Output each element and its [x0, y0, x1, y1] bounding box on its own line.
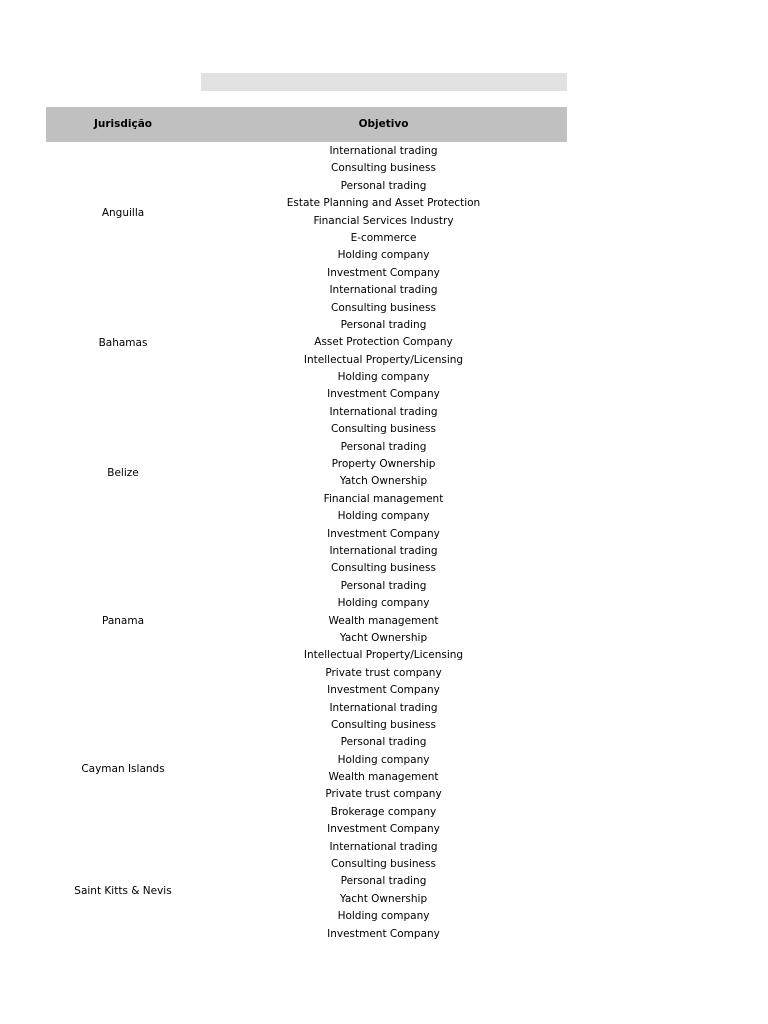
objective-item: Holding company: [337, 249, 430, 262]
jurisdiction-cell: Belize: [107, 467, 139, 480]
objectives-list: [200, 839, 567, 943]
jurisdiction-group: [46, 543, 567, 700]
objective-item: International trading: [329, 701, 438, 714]
objective-item: Financial Services Industry: [313, 214, 454, 227]
objective-item: Yacht Ownership: [339, 892, 428, 905]
objectives-list: [200, 404, 567, 543]
objective-item: Estate Planning and Asset Protection: [286, 197, 481, 210]
objective-item: Holding company: [337, 910, 430, 923]
header-objetivo: Objetivo: [358, 118, 409, 130]
objective-item: Consulting business: [331, 858, 436, 871]
objective-item: Private trust company: [325, 788, 442, 801]
jurisdiction-cell: Bahamas: [98, 336, 148, 349]
objective-item: International trading: [329, 840, 438, 853]
objective-item: Wealth management: [328, 614, 439, 627]
objective-item: Financial management: [323, 492, 444, 505]
objective-item: International trading: [329, 405, 438, 418]
objective-item: Investment Company: [327, 266, 440, 279]
objective-item: Property Ownership: [331, 458, 436, 471]
objectives-list: [200, 700, 567, 839]
jurisdiction-group: [46, 700, 567, 839]
objective-item: Investment Company: [327, 823, 440, 836]
header-jurisdicao: Jurisdição: [93, 118, 153, 130]
jurisdiction-cell: Saint Kitts & Nevis: [74, 884, 172, 897]
objective-item: Wealth management: [328, 771, 439, 784]
objective-item: Consulting business: [331, 562, 436, 575]
objective-item: Personal trading: [340, 179, 427, 192]
objective-item: Personal trading: [340, 579, 427, 592]
objective-item: Private trust company: [325, 666, 442, 679]
objective-item: Investment Company: [327, 684, 440, 697]
objective-item: E-commerce: [350, 231, 417, 244]
jurisdiction-group: [46, 143, 567, 282]
objective-item: Intellectual Property/Licensing: [303, 649, 464, 662]
objective-item: Yatch Ownership: [339, 475, 428, 488]
jurisdiction-cell: Panama: [101, 615, 145, 628]
objective-item: Holding company: [337, 597, 430, 610]
jurisdiction-group: [46, 839, 567, 943]
table-header-row: [46, 107, 567, 142]
objective-item: Consulting business: [331, 301, 436, 314]
objective-item: Investment Company: [327, 527, 440, 540]
jurisdiction-cell: Anguilla: [101, 206, 145, 219]
objective-item: Personal trading: [340, 440, 427, 453]
objective-item: Personal trading: [340, 736, 427, 749]
objectives-list: [200, 543, 567, 700]
objective-item: Investment Company: [327, 927, 440, 940]
jurisdiction-group: [46, 282, 567, 404]
objectives-list: [200, 143, 567, 282]
objective-item: Personal trading: [340, 875, 427, 888]
objective-item: Investment Company: [327, 388, 440, 401]
objective-item: Brokerage company: [330, 805, 437, 818]
title-bar: [201, 73, 567, 91]
objective-item: Holding company: [337, 753, 430, 766]
objective-item: Intellectual Property/Licensing: [303, 353, 464, 366]
objective-item: International trading: [329, 145, 438, 157]
objective-item: Consulting business: [331, 423, 436, 436]
objective-item: Personal trading: [340, 318, 427, 331]
jurisdiction-group: [46, 404, 567, 543]
objective-item: Consulting business: [331, 162, 436, 175]
jurisdiction-cell: Cayman Islands: [81, 763, 165, 776]
objective-item: Holding company: [337, 510, 430, 523]
objective-item: International trading: [329, 284, 438, 297]
objective-item: Yacht Ownership: [339, 631, 428, 644]
objective-item: International trading: [329, 544, 438, 557]
objective-item: Holding company: [337, 371, 430, 384]
table-body: [46, 143, 567, 943]
objective-item: Consulting business: [331, 718, 436, 731]
objective-item: Asset Protection Company: [314, 336, 453, 349]
objectives-list: [200, 282, 567, 404]
